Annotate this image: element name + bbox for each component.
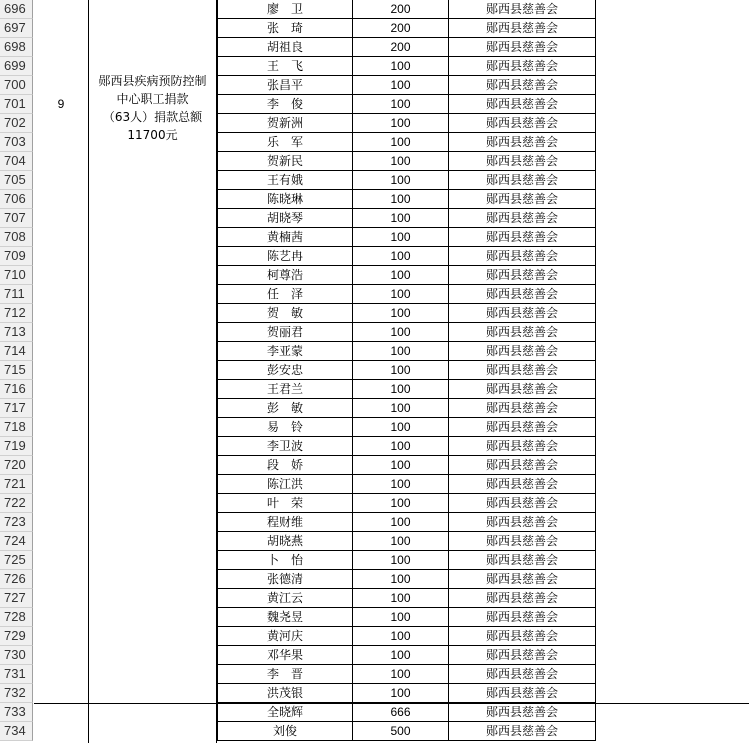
donor-name-cell[interactable]: 魏尧昱 bbox=[217, 608, 353, 627]
row-number[interactable]: 710 bbox=[0, 266, 33, 285]
next-description-cell[interactable] bbox=[89, 704, 217, 743]
donor-name-cell[interactable]: 贺丽君 bbox=[217, 323, 353, 342]
donor-name-cell[interactable]: 段 娇 bbox=[217, 456, 353, 475]
row-number[interactable]: 719 bbox=[0, 437, 33, 456]
recipient-org-cell[interactable]: 郧西县慈善会 bbox=[449, 551, 596, 570]
donor-name-cell[interactable]: 乐 军 bbox=[217, 133, 353, 152]
donor-name-cell[interactable]: 贺 敏 bbox=[217, 304, 353, 323]
donation-amount-cell[interactable]: 100 bbox=[353, 209, 449, 228]
donor-name-cell[interactable]: 贺新洲 bbox=[217, 114, 353, 133]
donation-amount-cell[interactable]: 100 bbox=[353, 456, 449, 475]
row-number[interactable]: 711 bbox=[0, 285, 33, 304]
row-number[interactable]: 704 bbox=[0, 152, 33, 171]
recipient-org-cell[interactable]: 郧西县慈善会 bbox=[449, 133, 596, 152]
recipient-org-cell[interactable]: 郧西县慈善会 bbox=[449, 380, 596, 399]
merged-description-cell[interactable] bbox=[89, 0, 217, 703]
donor-name-cell[interactable]: 张昌平 bbox=[217, 76, 353, 95]
donation-amount-cell[interactable]: 100 bbox=[353, 95, 449, 114]
donation-amount-cell[interactable]: 100 bbox=[353, 323, 449, 342]
donation-amount-cell[interactable]: 100 bbox=[353, 190, 449, 209]
row-number[interactable]: 698 bbox=[0, 38, 33, 57]
donor-name-cell[interactable]: 胡晓琴 bbox=[217, 209, 353, 228]
donation-amount-cell[interactable]: 100 bbox=[353, 57, 449, 76]
row-number[interactable]: 703 bbox=[0, 133, 33, 152]
recipient-org-cell[interactable]: 郧西县慈善会 bbox=[449, 304, 596, 323]
next-seq-cell[interactable] bbox=[34, 704, 89, 743]
donor-name-cell[interactable]: 王有娥 bbox=[217, 171, 353, 190]
recipient-org-cell[interactable]: 郧西县慈善会 bbox=[449, 228, 596, 247]
donation-amount-cell[interactable]: 100 bbox=[353, 646, 449, 665]
row-number[interactable]: 705 bbox=[0, 171, 33, 190]
donor-name-cell[interactable]: 黄河庆 bbox=[217, 627, 353, 646]
recipient-org-cell[interactable]: 郧西县慈善会 bbox=[449, 627, 596, 646]
donation-amount-cell[interactable]: 100 bbox=[353, 114, 449, 133]
recipient-org-cell[interactable]: 郧西县慈善会 bbox=[449, 38, 596, 57]
donation-amount-cell[interactable]: 100 bbox=[353, 627, 449, 646]
donation-amount-cell[interactable]: 100 bbox=[353, 171, 449, 190]
donor-name-cell[interactable]: 胡祖良 bbox=[217, 38, 353, 57]
recipient-org-cell[interactable]: 郧西县慈善会 bbox=[449, 399, 596, 418]
recipient-org-cell[interactable]: 郧西县慈善会 bbox=[449, 608, 596, 627]
donor-name-cell[interactable]: 彭 敏 bbox=[217, 399, 353, 418]
donor-name-cell[interactable]: 陈晓琳 bbox=[217, 190, 353, 209]
donation-amount-cell[interactable]: 100 bbox=[353, 532, 449, 551]
donation-amount-cell[interactable]: 100 bbox=[353, 475, 449, 494]
donor-name-cell[interactable]: 叶 荣 bbox=[217, 494, 353, 513]
donor-name-cell[interactable]: 洪茂银 bbox=[217, 684, 353, 703]
row-number[interactable]: 697 bbox=[0, 19, 33, 38]
recipient-org-cell[interactable]: 郧西县慈善会 bbox=[449, 209, 596, 228]
donor-name-cell[interactable]: 李亚蒙 bbox=[217, 342, 353, 361]
donation-amount-cell[interactable]: 100 bbox=[353, 570, 449, 589]
row-number[interactable]: 731 bbox=[0, 665, 33, 684]
recipient-org-cell[interactable]: 郧西县慈善会 bbox=[449, 342, 596, 361]
donation-amount-cell[interactable]: 100 bbox=[353, 494, 449, 513]
recipient-org-cell[interactable]: 郧西县慈善会 bbox=[449, 703, 596, 722]
row-number[interactable]: 717 bbox=[0, 399, 33, 418]
row-number[interactable]: 716 bbox=[0, 380, 33, 399]
row-number[interactable]: 701 bbox=[0, 95, 33, 114]
donation-amount-cell[interactable]: 200 bbox=[353, 38, 449, 57]
donor-name-cell[interactable]: 彭安忠 bbox=[217, 361, 353, 380]
donor-name-cell[interactable]: 柯尊浩 bbox=[217, 266, 353, 285]
recipient-org-cell[interactable]: 郧西县慈善会 bbox=[449, 665, 596, 684]
recipient-org-cell[interactable]: 郧西县慈善会 bbox=[449, 285, 596, 304]
donor-name-cell[interactable]: 张德清 bbox=[217, 570, 353, 589]
recipient-org-cell[interactable]: 郧西县慈善会 bbox=[449, 247, 596, 266]
donor-name-cell[interactable]: 邓华果 bbox=[217, 646, 353, 665]
recipient-org-cell[interactable]: 郧西县慈善会 bbox=[449, 570, 596, 589]
recipient-org-cell[interactable]: 郧西县慈善会 bbox=[449, 722, 596, 741]
row-number[interactable]: 699 bbox=[0, 57, 33, 76]
donation-amount-cell[interactable]: 100 bbox=[353, 665, 449, 684]
recipient-org-cell[interactable]: 郧西县慈善会 bbox=[449, 323, 596, 342]
recipient-org-cell[interactable]: 郧西县慈善会 bbox=[449, 190, 596, 209]
recipient-org-cell[interactable]: 郧西县慈善会 bbox=[449, 494, 596, 513]
row-number[interactable]: 709 bbox=[0, 247, 33, 266]
donor-name-cell[interactable]: 程财维 bbox=[217, 513, 353, 532]
recipient-org-cell[interactable]: 郧西县慈善会 bbox=[449, 475, 596, 494]
donation-amount-cell[interactable]: 100 bbox=[353, 608, 449, 627]
recipient-org-cell[interactable]: 郧西县慈善会 bbox=[449, 266, 596, 285]
donor-name-cell[interactable]: 廖 卫 bbox=[217, 0, 353, 19]
donation-amount-cell[interactable]: 666 bbox=[353, 703, 449, 722]
row-number[interactable]: 730 bbox=[0, 646, 33, 665]
donation-amount-cell[interactable]: 100 bbox=[353, 513, 449, 532]
donor-name-cell[interactable]: 李 晋 bbox=[217, 665, 353, 684]
row-number[interactable]: 729 bbox=[0, 627, 33, 646]
donation-amount-cell[interactable]: 100 bbox=[353, 304, 449, 323]
donation-amount-cell[interactable]: 100 bbox=[353, 399, 449, 418]
row-number[interactable]: 706 bbox=[0, 190, 33, 209]
row-number[interactable]: 727 bbox=[0, 589, 33, 608]
row-number[interactable]: 696 bbox=[0, 0, 33, 19]
donor-name-cell[interactable]: 李 俊 bbox=[217, 95, 353, 114]
recipient-org-cell[interactable]: 郧西县慈善会 bbox=[449, 57, 596, 76]
recipient-org-cell[interactable]: 郧西县慈善会 bbox=[449, 76, 596, 95]
donor-name-cell[interactable]: 王君兰 bbox=[217, 380, 353, 399]
donation-amount-cell[interactable]: 200 bbox=[353, 19, 449, 38]
donor-name-cell[interactable]: 任 泽 bbox=[217, 285, 353, 304]
row-number[interactable]: 725 bbox=[0, 551, 33, 570]
donor-name-cell[interactable]: 贺新民 bbox=[217, 152, 353, 171]
row-number[interactable]: 720 bbox=[0, 456, 33, 475]
row-number[interactable]: 708 bbox=[0, 228, 33, 247]
donation-amount-cell[interactable]: 200 bbox=[353, 0, 449, 19]
donation-amount-cell[interactable]: 100 bbox=[353, 361, 449, 380]
row-number[interactable]: 721 bbox=[0, 475, 33, 494]
donor-name-cell[interactable]: 黄江云 bbox=[217, 589, 353, 608]
donation-amount-cell[interactable]: 100 bbox=[353, 418, 449, 437]
recipient-org-cell[interactable]: 郧西县慈善会 bbox=[449, 513, 596, 532]
row-number[interactable]: 728 bbox=[0, 608, 33, 627]
donation-amount-cell[interactable]: 100 bbox=[353, 342, 449, 361]
recipient-org-cell[interactable]: 郧西县慈善会 bbox=[449, 646, 596, 665]
row-number[interactable]: 700 bbox=[0, 76, 33, 95]
recipient-org-cell[interactable]: 郧西县慈善会 bbox=[449, 418, 596, 437]
recipient-org-cell[interactable]: 郧西县慈善会 bbox=[449, 114, 596, 133]
recipient-org-cell[interactable]: 郧西县慈善会 bbox=[449, 361, 596, 380]
donor-name-cell[interactable]: 王 飞 bbox=[217, 57, 353, 76]
row-number[interactable]: 718 bbox=[0, 418, 33, 437]
group-seq-number: 9 bbox=[57, 97, 65, 111]
donation-amount-cell[interactable]: 500 bbox=[353, 722, 449, 741]
donation-amount-cell[interactable]: 100 bbox=[353, 247, 449, 266]
donation-amount-cell[interactable]: 100 bbox=[353, 684, 449, 703]
donor-name-cell[interactable]: 刘俊 bbox=[217, 722, 353, 741]
recipient-org-cell[interactable]: 郧西县慈善会 bbox=[449, 532, 596, 551]
donation-amount-cell[interactable]: 100 bbox=[353, 152, 449, 171]
row-number[interactable]: 726 bbox=[0, 570, 33, 589]
row-number[interactable]: 734 bbox=[0, 722, 33, 741]
recipient-org-cell[interactable]: 郧西县慈善会 bbox=[449, 19, 596, 38]
row-number[interactable]: 722 bbox=[0, 494, 33, 513]
donation-amount-cell[interactable]: 100 bbox=[353, 589, 449, 608]
row-number[interactable]: 724 bbox=[0, 532, 33, 551]
row-number[interactable]: 707 bbox=[0, 209, 33, 228]
recipient-org-cell[interactable]: 郧西县慈善会 bbox=[449, 152, 596, 171]
row-number[interactable]: 713 bbox=[0, 323, 33, 342]
row-number[interactable]: 714 bbox=[0, 342, 33, 361]
donation-amount-cell[interactable]: 100 bbox=[353, 266, 449, 285]
recipient-org-cell[interactable]: 郧西县慈善会 bbox=[449, 0, 596, 19]
donation-amount-cell[interactable]: 100 bbox=[353, 76, 449, 95]
recipient-org-cell[interactable]: 郧西县慈善会 bbox=[449, 589, 596, 608]
row-number[interactable]: 723 bbox=[0, 513, 33, 532]
donation-amount-cell[interactable]: 100 bbox=[353, 380, 449, 399]
recipient-org-cell[interactable]: 郧西县慈善会 bbox=[449, 95, 596, 114]
donor-name-cell[interactable]: 卜 怡 bbox=[217, 551, 353, 570]
donor-name-cell[interactable]: 陈艺冉 bbox=[217, 247, 353, 266]
donation-amount-cell[interactable]: 100 bbox=[353, 437, 449, 456]
donation-amount-cell[interactable]: 100 bbox=[353, 133, 449, 152]
donor-name-cell[interactable]: 易 铃 bbox=[217, 418, 353, 437]
donor-name-cell[interactable]: 张 琦 bbox=[217, 19, 353, 38]
donation-amount-cell[interactable]: 100 bbox=[353, 228, 449, 247]
group-description: 郧西县疾病预防控制 中心职工捐款 （63人）捐款总额 11700元 bbox=[98, 74, 207, 142]
donor-name-cell[interactable]: 胡晓燕 bbox=[217, 532, 353, 551]
donation-amount-cell[interactable]: 100 bbox=[353, 285, 449, 304]
merged-seq-cell[interactable] bbox=[34, 0, 89, 703]
donation-amount-cell[interactable]: 100 bbox=[353, 551, 449, 570]
row-number[interactable]: 702 bbox=[0, 114, 33, 133]
donor-name-cell[interactable]: 全晓辉 bbox=[217, 703, 353, 722]
recipient-org-cell[interactable]: 郧西县慈善会 bbox=[449, 456, 596, 475]
donor-name-cell[interactable]: 李卫波 bbox=[217, 437, 353, 456]
recipient-org-cell[interactable]: 郧西县慈善会 bbox=[449, 171, 596, 190]
row-number[interactable]: 733 bbox=[0, 703, 33, 722]
row-number[interactable]: 715 bbox=[0, 361, 33, 380]
donor-name-cell[interactable]: 陈江洪 bbox=[217, 475, 353, 494]
row-number[interactable]: 732 bbox=[0, 684, 33, 703]
row-number[interactable]: 712 bbox=[0, 304, 33, 323]
recipient-org-cell[interactable]: 郧西县慈善会 bbox=[449, 684, 596, 703]
recipient-org-cell[interactable]: 郧西县慈善会 bbox=[449, 437, 596, 456]
donor-name-cell[interactable]: 黄楠茜 bbox=[217, 228, 353, 247]
